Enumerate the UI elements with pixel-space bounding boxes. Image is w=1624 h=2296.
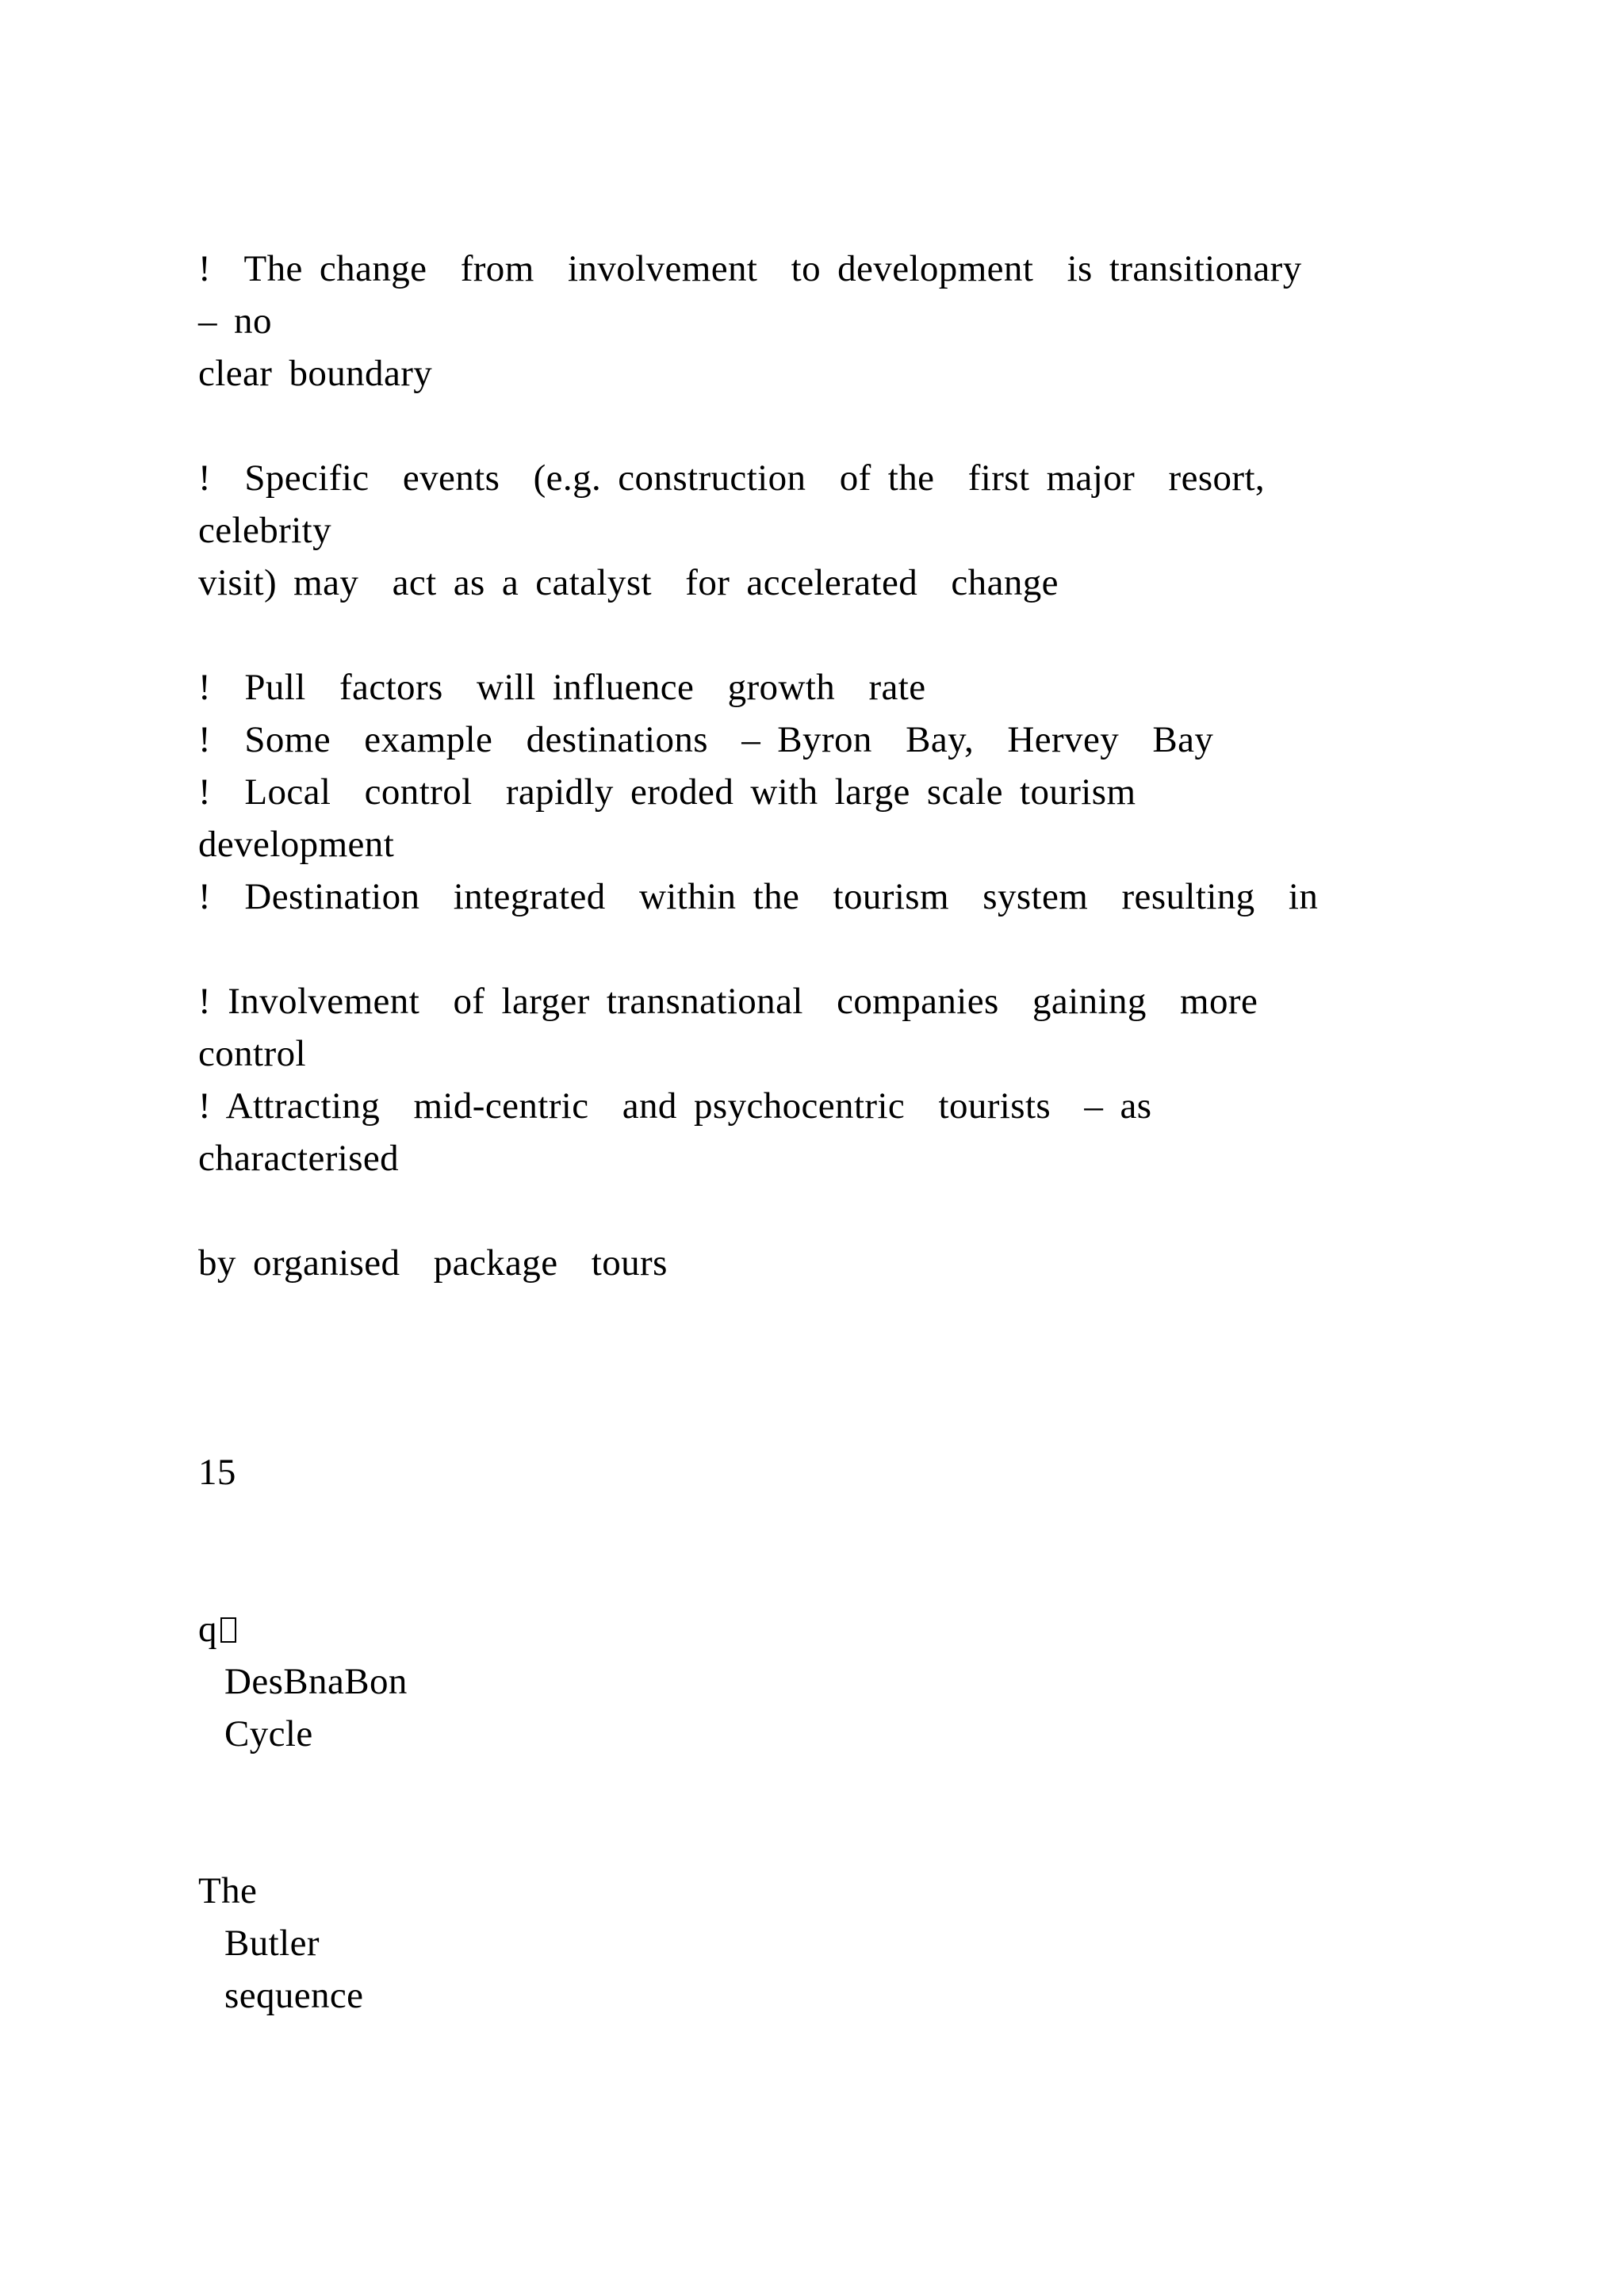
bullet-line: ! Pull factors will influence growth rate — [198, 667, 926, 708]
blank-line — [198, 1184, 1483, 1237]
blank-line — [198, 1760, 1483, 1865]
blank-line — [198, 923, 1483, 975]
page-number: 15 — [198, 1452, 236, 1493]
text-line: control — [198, 1033, 306, 1074]
text-line: characterised — [198, 1138, 400, 1179]
bullet-line: ! The change from involvement to development is transitionary — [198, 248, 1302, 289]
heading-line: sequence — [224, 1975, 364, 2016]
text-line: development — [198, 824, 395, 865]
bullet-line: ! Attracting mid-centric and psychocentric tourists – as — [198, 1085, 1152, 1127]
heading-line: The — [198, 1870, 258, 1911]
heading-line: DesBnaBon — [224, 1661, 408, 1702]
bullet-line: ! Specific events (e.g. construction of the first major resort, — [198, 457, 1266, 499]
text-line: by organised package tours — [198, 1242, 668, 1284]
bullet-line: ! Destination integrated within the tourism system resulting in — [198, 876, 1319, 917]
blank-line — [198, 1498, 1483, 1603]
document-body — [198, 243, 1483, 2022]
blank-line — [198, 609, 1483, 661]
missing-glyph-icon — [220, 1617, 236, 1643]
blank-line — [198, 400, 1483, 452]
heading-line: Butler — [224, 1923, 320, 1964]
bullet-line: ! Local control rapidly eroded with large scale tourism — [198, 771, 1136, 813]
bullet-line: ! Involvement of larger transnational companies gaining more — [198, 981, 1258, 1022]
text-line: visit) may act as a catalyst for accelerated change — [198, 562, 1059, 603]
heading-line: Cycle — [224, 1713, 313, 1755]
blank-line — [198, 1289, 1483, 1446]
text-line: – no — [198, 300, 272, 342]
bullet-line: ! Some example destinations – Byron Bay, Hervey Bay — [198, 719, 1214, 760]
text-line: clear boundary — [198, 353, 433, 394]
heading-marker-line — [198, 1603, 1483, 1655]
text-line: celebrity — [198, 510, 332, 551]
q-marker: q — [198, 1609, 217, 1650]
